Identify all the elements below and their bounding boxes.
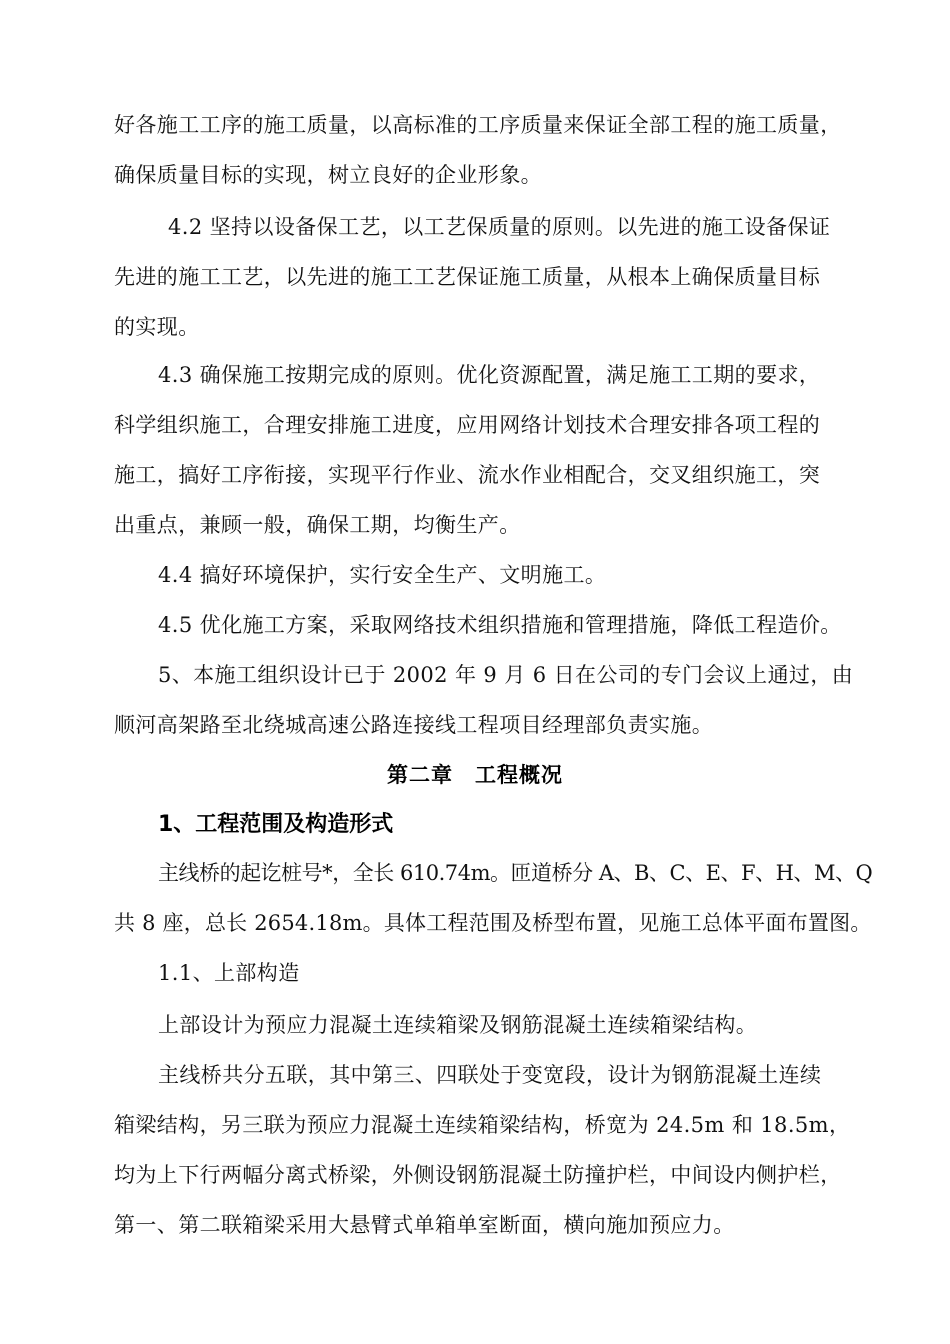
text-line: 出重点，兼顾一般，确保工期，均衡生产。 — [114, 513, 521, 537]
text-line: 确保质量目标的实现，树立良好的企业形象。 — [114, 163, 542, 187]
text-line: 5、本施工组织设计已于 2002 年 9 月 6 日在公司的专门会议上通过，由 — [158, 663, 854, 687]
text-line: 第一、第二联箱梁采用大悬臂式单箱单室断面，横向施加预应力。 — [114, 1213, 735, 1237]
text-line: 4.4 搞好环境保护，实行安全生产、文明施工。 — [158, 563, 607, 587]
text-line: 共 8 座，总长 2654.18m。具体工程范围及桥型布置，见施工总体平面布置图。 — [114, 911, 872, 935]
chapter-title: 第二章 工程概况 — [387, 763, 563, 787]
text-line: 上部设计为预应力混凝土连续箱梁及钢筋混凝土连续箱梁结构。 — [158, 1013, 758, 1037]
subsection-title: 1.1、上部构造 — [158, 961, 300, 985]
text-line: 施工，搞好工序衔接，实现平行作业、流水作业相配合，交叉组织施工，突 — [114, 463, 821, 487]
text-line: 均为上下行两幅分离式桥梁，外侧设钢筋混凝土防撞护栏，中间设内侧护栏， — [114, 1163, 842, 1187]
text-line: 主线桥共分五联，其中第三、四联处于变宽段，设计为钢筋混凝土连续 — [158, 1063, 822, 1087]
text-line: 顺河高架路至北绕城高速公路连接线工程项目经理部负责实施。 — [114, 713, 714, 737]
text-line: 4.5 优化施工方案，采取网络技术组织措施和管理措施，降低工程造价。 — [158, 613, 842, 637]
text-line: 4.3 确保施工按期完成的原则。优化资源配置，满足施工工期的要求， — [158, 363, 821, 387]
text-line: 科学组织施工，合理安排施工进度，应用网络计划技术合理安排各项工程的 — [114, 413, 821, 437]
text-line: 好各施工工序的施工质量，以高标准的工序质量来保证全部工程的施工质量， — [114, 113, 842, 137]
text-line: 4.2 坚持以设备保工艺，以工艺保质量的原则。以先进的施工设备保证 — [168, 215, 831, 239]
text-line: 先进的施工工艺，以先进的施工工艺保证施工质量，从根本上确保质量目标 — [114, 265, 821, 289]
section-title: 1、工程范围及构造形式 — [158, 812, 394, 837]
text-line: 主线桥的起讫桩号*，全长 610.74m。匝道桥分 A、B、C、E、F、H、M、Q — [158, 861, 873, 885]
text-line: 箱梁结构，另三联为预应力混凝土连续箱梁结构，桥宽为 24.5m 和 18.5m， — [114, 1113, 851, 1137]
text-line: 的实现。 — [114, 315, 200, 339]
